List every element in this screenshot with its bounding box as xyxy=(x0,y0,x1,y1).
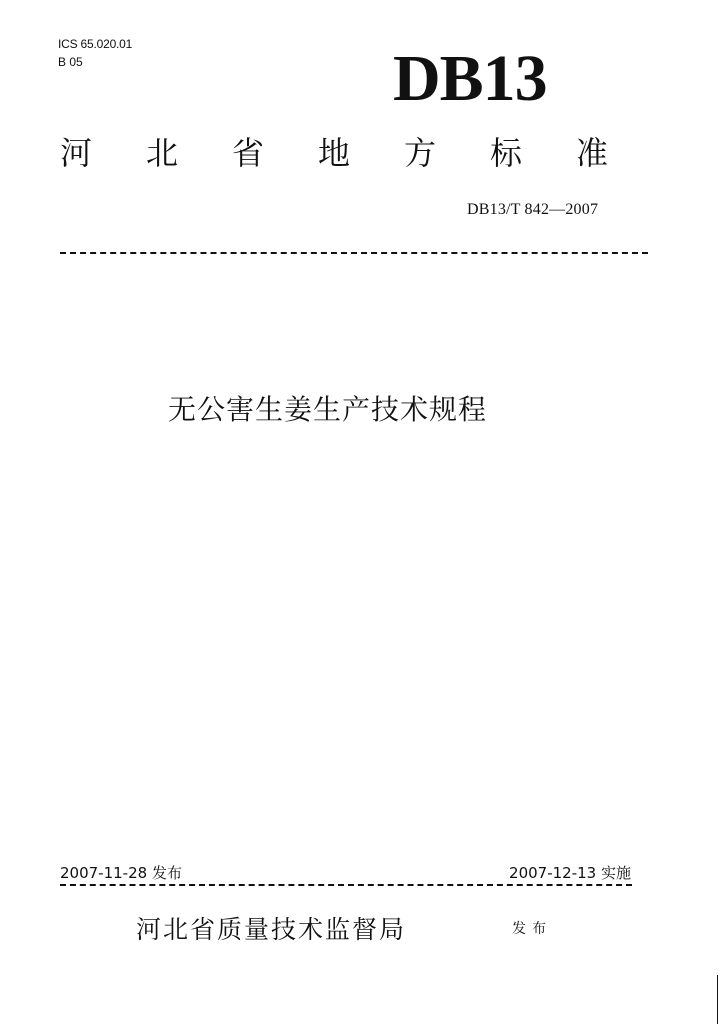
standard-type-title: 河北省地方标准 xyxy=(60,134,663,172)
issuing-authority: 河北省质量技术监督局 xyxy=(136,915,407,944)
ccs-code: B 05 xyxy=(58,55,83,69)
bottom-divider xyxy=(60,884,632,886)
issue-date: 2007-11-28 发布 xyxy=(60,864,182,882)
ics-code: ICS 65.020.01 xyxy=(58,37,133,51)
scan-edge-mark xyxy=(717,975,718,1024)
implementation-date: 2007-12-13 实施 xyxy=(509,864,631,882)
top-divider xyxy=(60,252,648,254)
db-code-mark: DB13 xyxy=(393,42,547,115)
document-title: 无公害生姜生产技术规程 xyxy=(168,393,488,426)
issuer-suffix: 发布 xyxy=(512,921,552,937)
standard-number: DB13/T 842—2007 xyxy=(467,201,599,218)
